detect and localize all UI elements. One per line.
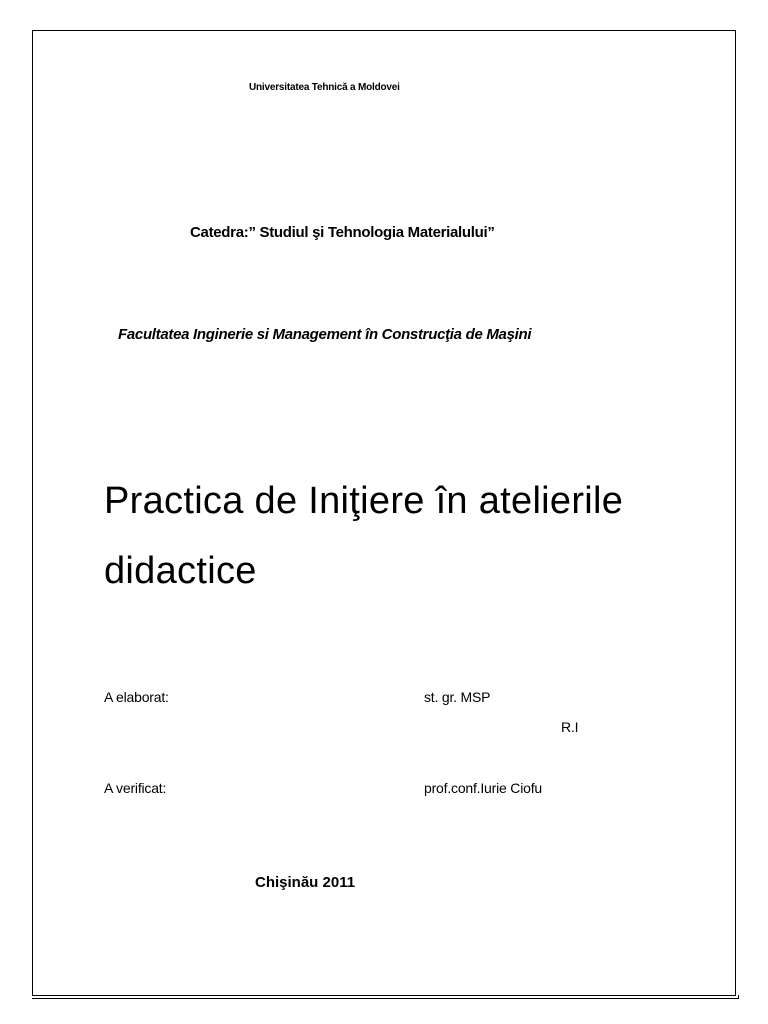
faculty-name: Facultatea Inginerie si Management în Construcţia de Maşini bbox=[118, 326, 532, 343]
department-name: Catedra:” Studiul şi Tehnologia Materialului” bbox=[190, 224, 495, 241]
elaborated-value: st. gr. MSP bbox=[424, 689, 491, 705]
university-name: Universitatea Tehnică a Moldovei bbox=[249, 82, 400, 93]
verified-value: prof.conf.Iurie Ciofu bbox=[424, 780, 542, 796]
document-title: Practica de Iniţiere în atelierile didactice bbox=[104, 480, 624, 592]
verified-label: A verificat: bbox=[104, 780, 167, 796]
elaborated-initials: R.I bbox=[561, 719, 579, 735]
place-and-year: Chişinău 2011 bbox=[255, 874, 356, 891]
elaborated-label: A elaborat: bbox=[104, 689, 169, 705]
